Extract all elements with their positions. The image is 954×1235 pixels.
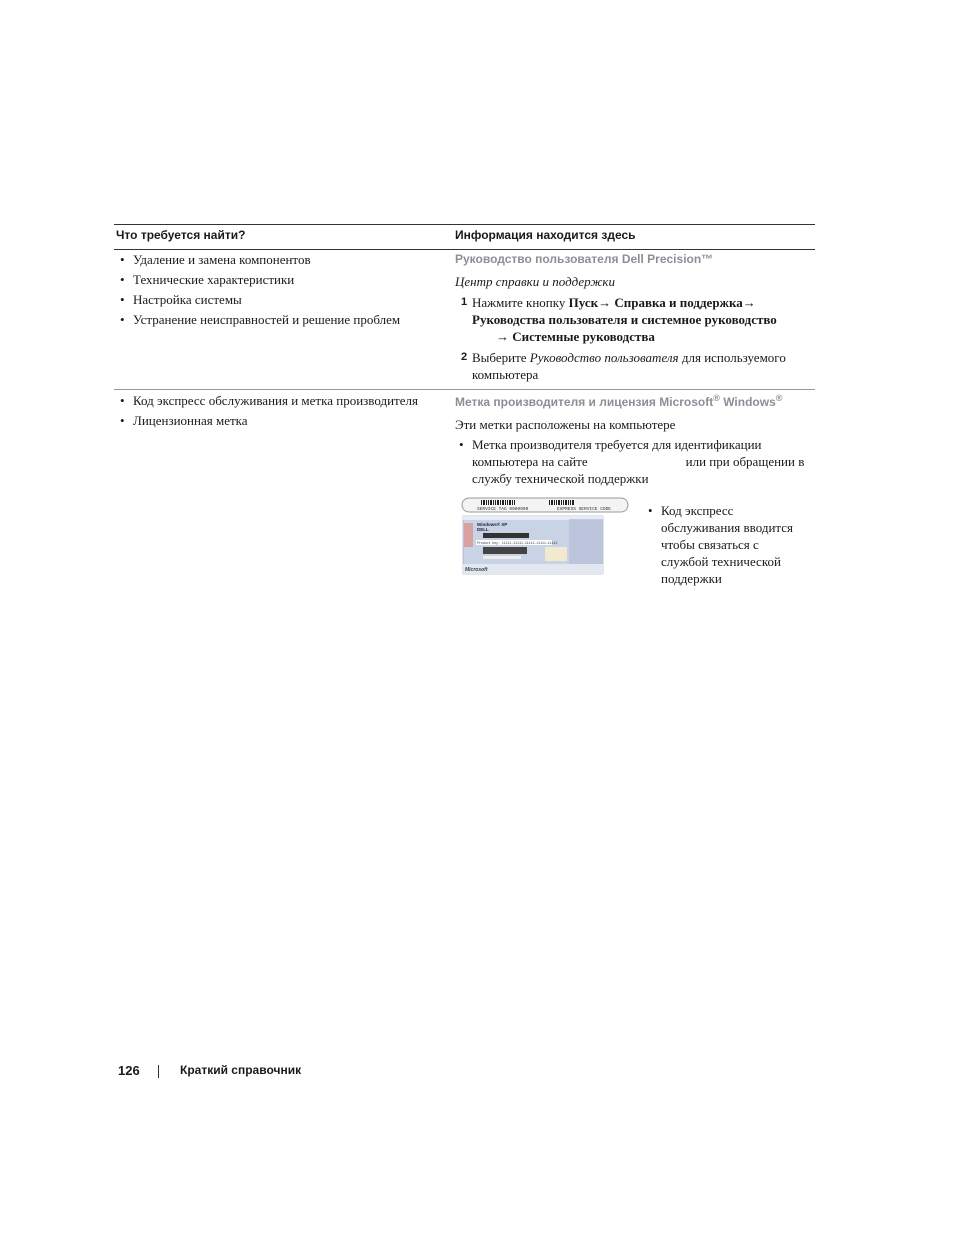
header-rule — [114, 249, 815, 250]
bullet-text: или при обращении в службу технической поддержки — [472, 454, 805, 486]
step-1 — [455, 294, 813, 345]
column-header-where: Информация находится здесь — [455, 228, 636, 242]
list-item: • Настройка системы — [116, 291, 446, 308]
help-center-subtitle: Центр справки и поддержки — [455, 274, 615, 289]
user-guide-italic: Руководство пользователя — [529, 350, 679, 365]
arrow: → — [742, 295, 756, 310]
registered-mark: ® — [775, 393, 783, 403]
step-number: 1 — [461, 296, 468, 308]
step-text: Выберите — [472, 350, 530, 365]
menu-system-guides: Системные руководства — [512, 329, 655, 344]
table-top-rule — [114, 224, 815, 225]
title-text: Windows — [719, 395, 776, 409]
footer-separator — [158, 1065, 159, 1078]
list-item: • Лицензионная метка — [116, 412, 451, 429]
column-header-what: Что требуется найти? — [116, 228, 246, 242]
bullet-text: Метка производителя требуется для идентификации компьютера на сайте — [472, 437, 762, 469]
footer-title: Краткий справочник — [180, 1063, 302, 1077]
step-text: для используемого компьютера — [472, 350, 786, 382]
row2-left — [116, 392, 451, 432]
arrow: → — [598, 295, 615, 310]
page-number: 126 — [118, 1063, 140, 1078]
step-2 — [455, 349, 813, 383]
menu-help-support: Справка и поддержка — [614, 295, 743, 310]
registered-mark: ® — [713, 393, 720, 403]
brand-line: Windows® XP — [477, 522, 508, 527]
section-title-user-guide: Руководство пользователя Dell Precision™ — [455, 252, 714, 266]
list-item: • Устранение неисправностей и решение проблем — [116, 311, 446, 328]
list-item: • Код экспресс обслуживания вводится чтобы связаться с службой технической поддержки — [644, 502, 804, 587]
row1-right — [455, 251, 813, 386]
list-item — [455, 436, 813, 487]
menu-start: Пуск — [568, 295, 599, 310]
step-number: 2 — [461, 351, 468, 363]
product-key-text: Product key: 11111-11111-11111-11111-11111 — [477, 541, 558, 545]
express-code-text: EXPRESS SERVICE CODE — [557, 507, 612, 512]
service-tag-label-icon — [461, 497, 629, 577]
express-code-note — [644, 502, 804, 590]
list-item: • Код экспресс обслуживания и метка производителя — [116, 392, 451, 409]
step-text: Нажмите кнопку — [472, 295, 569, 310]
service-tag-text: SERVICE TAG 0000000 — [477, 507, 529, 512]
title-text: Метка производителя и лицензия Microsoft — [455, 395, 714, 409]
brand-line: DELL — [477, 527, 489, 532]
row1-left — [116, 251, 446, 331]
menu-user-guides: Руководства пользователя и системное руководство — [472, 312, 777, 327]
labels-intro: Эти метки расположены на компьютере — [455, 417, 676, 432]
list-item: • Удаление и замена компонентов — [116, 251, 446, 268]
arrow: → — [496, 329, 513, 344]
row2-right — [455, 390, 813, 490]
list-item: • Технические характеристики — [116, 271, 446, 288]
microsoft-text: Microsoft — [465, 567, 488, 573]
section-title-labels — [455, 390, 813, 411]
